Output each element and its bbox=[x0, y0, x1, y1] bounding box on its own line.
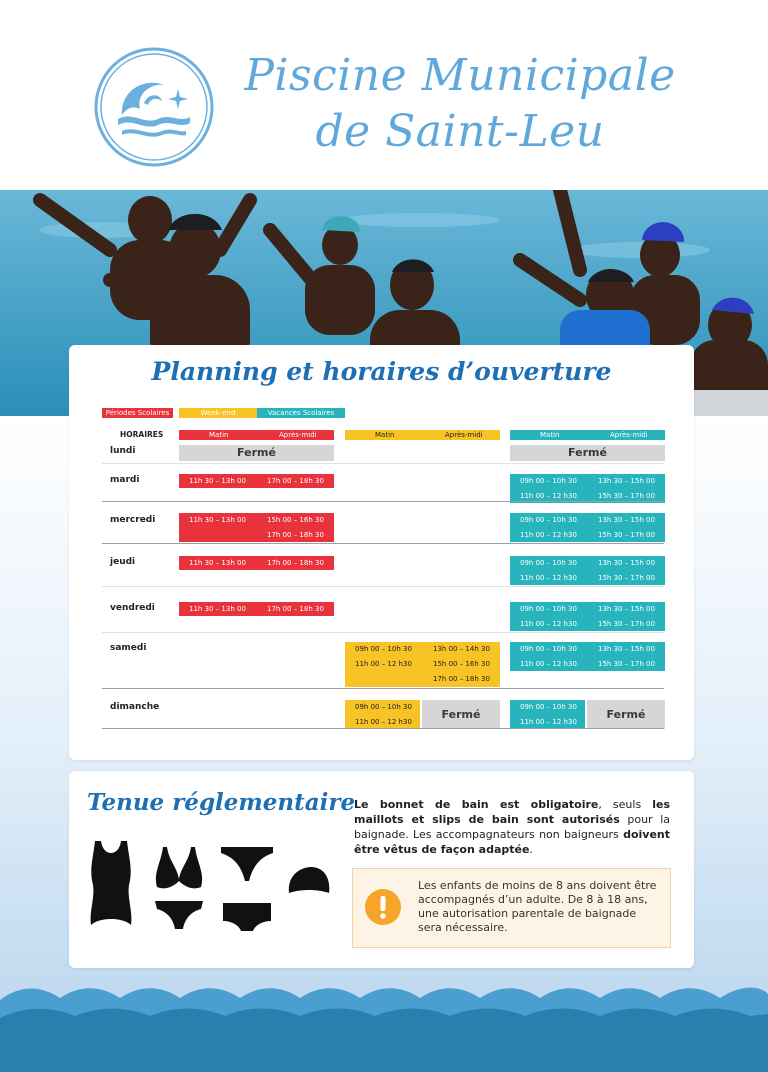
time-slot: 11h 30 – 13h 00 bbox=[189, 559, 246, 567]
vacances-header-matin: Matin bbox=[540, 431, 560, 439]
time-slot: 09h 00 – 10h 30 bbox=[520, 559, 577, 567]
day-label: jeudi bbox=[110, 557, 136, 567]
lundi-vacances-closed: Fermé bbox=[510, 445, 665, 461]
schedule-card bbox=[69, 345, 694, 760]
page-title bbox=[240, 48, 680, 160]
time-slot: 17h 00 – 18h 30 bbox=[267, 559, 324, 567]
time-slot: 09h 00 – 10h 30 bbox=[520, 645, 577, 653]
mardi-vacances-slots bbox=[510, 474, 665, 503]
time-slot: 09h 00 – 10h 30 bbox=[520, 703, 577, 711]
vacances-header-apres-midi: Après-midi bbox=[610, 431, 648, 439]
age-warning-text: Les enfants de moins de 8 ans doivent être accompagnés d’un adulte. De 8 à 18 ans, une autorisation parentale de baignade sera nécessaire. bbox=[418, 879, 657, 934]
dimanche-vacances-slots bbox=[510, 700, 585, 729]
time-slot: 09h 00 – 10h 30 bbox=[520, 605, 577, 613]
rule-accompagnateurs: doivent être vêtus de façon adaptée bbox=[354, 828, 670, 856]
time-slot: 11h 00 – 12 h30 bbox=[520, 718, 577, 726]
lundi-school-closed: Fermé bbox=[179, 445, 334, 461]
time-slot: 09h 00 – 10h 30 bbox=[355, 703, 412, 711]
title-line-2: de Saint-Leu bbox=[315, 106, 605, 157]
time-slot: 11h 00 – 12 h30 bbox=[520, 531, 577, 539]
time-slot: 11h 30 – 13h 00 bbox=[189, 477, 246, 485]
bikini-icon bbox=[153, 845, 205, 931]
briefs-icon bbox=[219, 845, 275, 931]
day-label: samedi bbox=[110, 643, 147, 653]
row-divider bbox=[102, 632, 664, 633]
school-header-matin: Matin bbox=[209, 431, 229, 439]
weekend-header-apres-midi: Après-midi bbox=[445, 431, 483, 439]
row-divider bbox=[102, 543, 664, 544]
time-slot: 11h 30 – 13h 00 bbox=[189, 605, 246, 613]
row-divider bbox=[102, 728, 664, 729]
time-slot: 15h 00 – 16h 30 bbox=[433, 660, 490, 668]
time-slot: 11h 00 – 12 h30 bbox=[520, 574, 577, 582]
tenue-title: Tenue réglementaire bbox=[87, 789, 356, 816]
dimanche-weekend-closed: Fermé bbox=[422, 700, 500, 729]
weekend-header-matin: Matin bbox=[375, 431, 395, 439]
rule-bonnet: Le bonnet de bain est obligatoire bbox=[354, 798, 599, 811]
time-slot: 13h 30 – 15h 00 bbox=[598, 645, 655, 653]
day-label: mardi bbox=[110, 475, 140, 485]
waves-decoration bbox=[0, 980, 768, 1072]
time-slot: 11h 00 – 12 h30 bbox=[355, 660, 412, 668]
school-header-apres-midi: Après-midi bbox=[279, 431, 317, 439]
legend-week-end: Week-end bbox=[179, 408, 257, 418]
time-slot: 17h 00 – 18h 30 bbox=[267, 531, 324, 539]
time-slot: 11h 00 – 12 h30 bbox=[520, 620, 577, 628]
row-divider bbox=[102, 463, 664, 464]
samedi-weekend-slots bbox=[345, 642, 500, 687]
day-label: dimanche bbox=[110, 702, 160, 712]
time-slot: 17h 00 – 18h 30 bbox=[433, 675, 490, 683]
time-slot: 13h 30 – 15h 00 bbox=[598, 559, 655, 567]
row-divider bbox=[102, 586, 664, 587]
horaires-label: HORAIRES bbox=[120, 430, 164, 439]
jeudi-vacances-slots bbox=[510, 556, 665, 585]
mercredi-vacances-slots bbox=[510, 513, 665, 542]
exclamation-icon bbox=[365, 889, 401, 925]
mardi-school-slots bbox=[179, 474, 334, 488]
time-slot: 09h 00 – 10h 30 bbox=[520, 516, 577, 524]
row-divider bbox=[102, 688, 664, 689]
time-slot: 13h 00 – 14h 30 bbox=[433, 645, 490, 653]
school-header bbox=[179, 430, 334, 440]
day-label: vendredi bbox=[110, 603, 155, 613]
time-slot: 15h 30 – 17h 00 bbox=[598, 620, 655, 628]
time-slot: 11h 30 – 13h 00 bbox=[189, 516, 246, 524]
time-slot: 13h 30 – 15h 00 bbox=[598, 605, 655, 613]
time-slot: 11h 00 – 12 h30 bbox=[355, 718, 412, 726]
vacances-header bbox=[510, 430, 665, 440]
swimsuit-icon bbox=[87, 839, 135, 929]
schedule-title: Planning et horaires d’ouverture bbox=[151, 357, 612, 386]
time-slot: 17h 00 – 18h 30 bbox=[267, 605, 324, 613]
age-warning-box bbox=[352, 868, 671, 948]
time-slot: 11h 00 – 12 h30 bbox=[520, 492, 577, 500]
time-slot: 15h 30 – 17h 00 bbox=[598, 531, 655, 539]
rule-text: pour la baignade. Les accompagnateurs non baigneurs bbox=[354, 813, 670, 841]
title-line-1: Piscine Municipale bbox=[244, 50, 676, 101]
day-label: lundi bbox=[110, 446, 136, 456]
mercredi-school-slots bbox=[179, 513, 334, 542]
time-slot: 15h 30 – 17h 00 bbox=[598, 660, 655, 668]
dimanche-vacances-closed: Fermé bbox=[587, 700, 665, 729]
rule-text: . bbox=[529, 843, 533, 856]
time-slot: 13h 30 – 15h 00 bbox=[598, 516, 655, 524]
tenue-card bbox=[69, 771, 694, 968]
legend-periodes-scolaires: Périodes Scolaires bbox=[102, 408, 173, 418]
row-divider bbox=[102, 501, 664, 502]
time-slot: 17h 00 – 18h 30 bbox=[267, 477, 324, 485]
dimanche-weekend-slots bbox=[345, 700, 420, 729]
legend-vacances-scolaires: Vacances Scolaires bbox=[257, 408, 345, 418]
jeudi-school-slots bbox=[179, 556, 334, 570]
weekend-header bbox=[345, 430, 500, 440]
vendredi-school-slots bbox=[179, 602, 334, 616]
tenue-rules bbox=[354, 797, 670, 857]
time-slot: 13h 30 – 15h 00 bbox=[598, 477, 655, 485]
time-slot: 09h 00 – 10h 30 bbox=[355, 645, 412, 653]
rule-text: , seuls bbox=[598, 798, 653, 811]
time-slot: 09h 00 – 10h 30 bbox=[520, 477, 577, 485]
samedi-vacances-slots bbox=[510, 642, 665, 671]
day-label: mercredi bbox=[110, 515, 156, 525]
time-slot: 11h 00 – 12 h30 bbox=[520, 660, 577, 668]
time-slot: 15h 30 – 17h 00 bbox=[598, 492, 655, 500]
time-slot: 15h 00 – 16h 30 bbox=[267, 516, 324, 524]
vendredi-vacances-slots bbox=[510, 602, 665, 631]
swim-cap-icon bbox=[287, 867, 331, 897]
time-slot: 15h 30 – 17h 00 bbox=[598, 574, 655, 582]
rule-maillots: les maillots et slips de bain sont autorisés bbox=[354, 798, 671, 826]
pool-logo bbox=[92, 45, 216, 169]
